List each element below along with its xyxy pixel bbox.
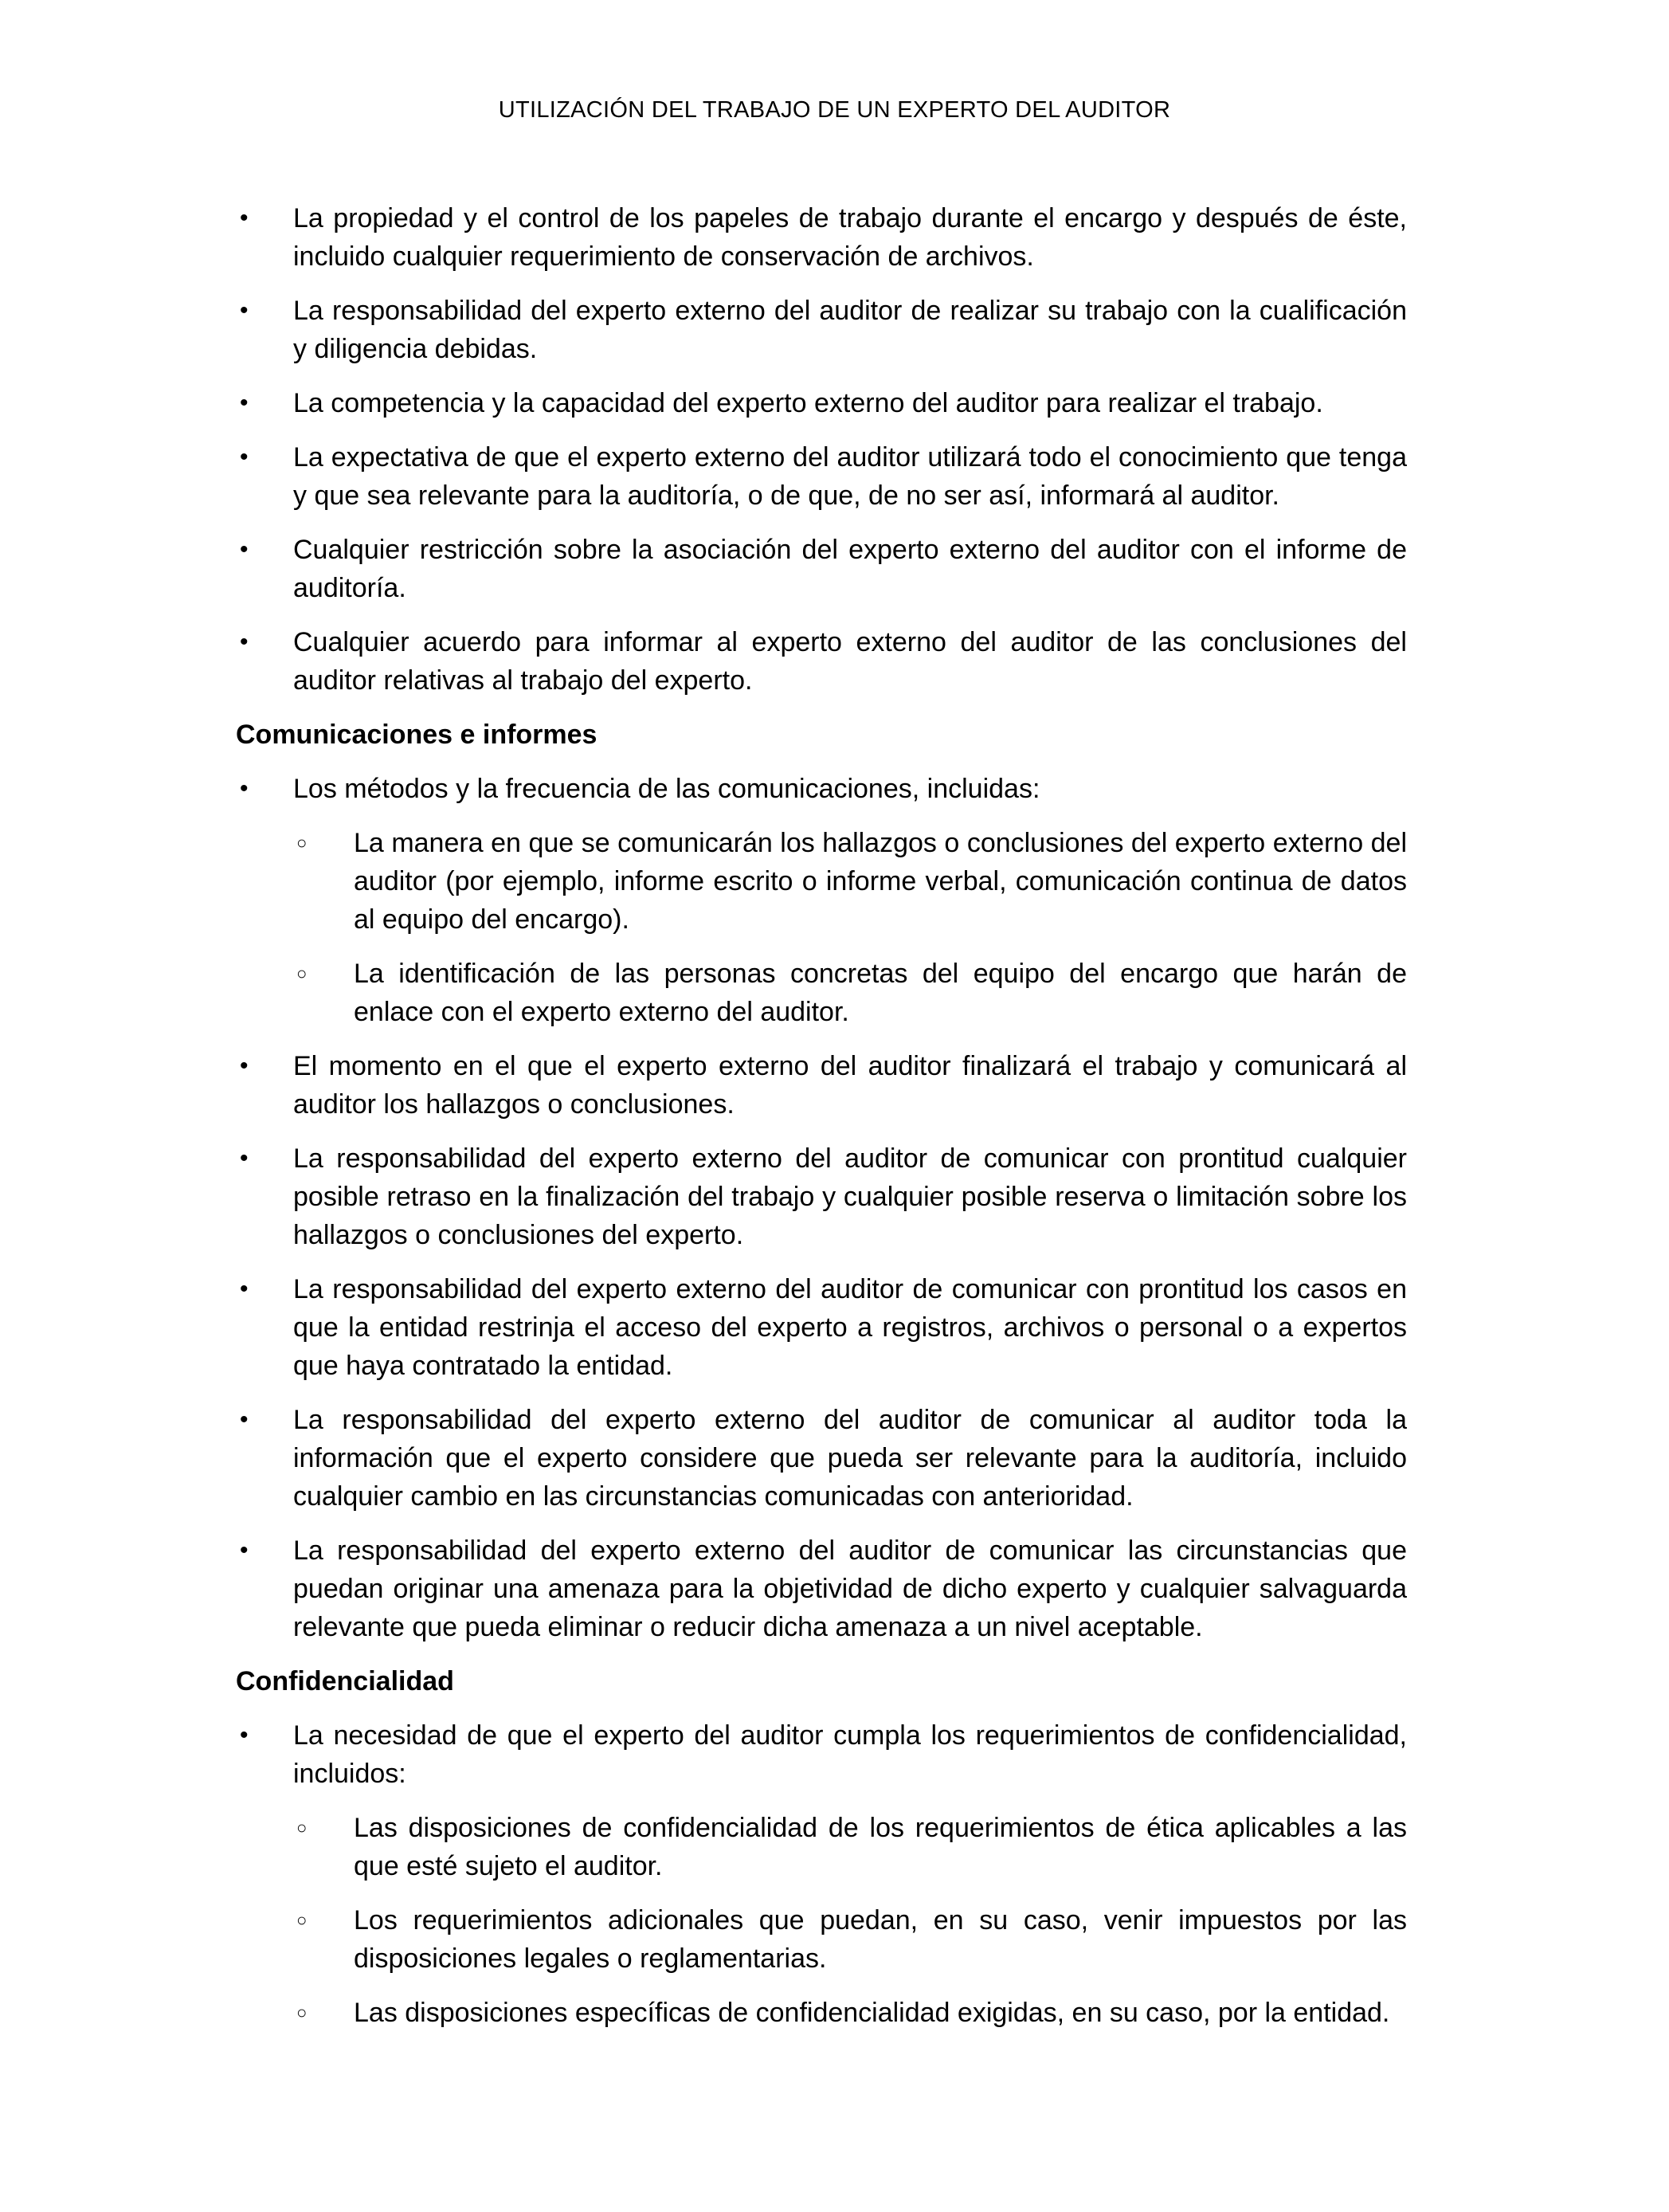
list-item-text: La responsabilidad del experto externo del auditor de comunicar con prontitud cualquier posible retraso en la finalización del trabajo y cualquier posible reserva o limitación sobre los hallazgos o conclusiones del experto.	[293, 1143, 1407, 1250]
list-item-text: El momento en el que el experto externo del auditor finalizará el trabajo y comunicará al auditor los hallazgos o conclusiones.	[293, 1051, 1407, 1120]
list-item	[236, 384, 1407, 422]
document-body	[236, 199, 1407, 2048]
circle-bullet-icon: ○	[296, 1818, 308, 1837]
sub-list-item-text: Las disposiciones de confidencialidad de los requerimientos de ética aplicables a las que esté sujeto el auditor.	[354, 1813, 1407, 1881]
list-item-text: Cualquier restricción sobre la asociación del experto externo del auditor con el informe de auditoría.	[293, 535, 1407, 603]
list-item	[236, 623, 1407, 700]
sub-list-item-text: La manera en que se comunicarán los hallazgos o conclusiones del experto externo del auditor (por ejemplo, informe escrito o informe verbal, comunicación continua de datos al equipo del encargo).	[354, 828, 1407, 935]
list-item-text: La competencia y la capacidad del experto externo del auditor para realizar el trabajo.	[293, 388, 1323, 418]
page-header: UTILIZACIÓN DEL TRABAJO DE UN EXPERTO DEL AUDITOR	[498, 97, 1171, 123]
circle-bullet-icon: ○	[296, 963, 308, 983]
list-item-text: Cualquier acuerdo para informar al experto externo del auditor de las conclusiones del auditor relativas al trabajo del experto.	[293, 627, 1407, 696]
sub-list-item	[236, 955, 1407, 1031]
list-item-text: La responsabilidad del experto externo del auditor de comunicar al auditor toda la información que el experto considere que pueda ser relevante para la auditoría, incluido cualquier cambio en las circunstancias comunicadas con anterioridad.	[293, 1405, 1407, 1512]
list-item	[236, 1401, 1407, 1516]
bullet-icon: •	[240, 775, 249, 802]
bullet-icon: •	[240, 1053, 249, 1079]
bullet-icon: •	[240, 297, 249, 324]
list-item	[236, 531, 1407, 607]
list-item-text: La necesidad de que el experto del auditor cumpla los requerimientos de confidencialidad, incluidos:	[293, 1720, 1407, 1789]
list-item-text: La responsabilidad del experto externo del auditor de comunicar con prontitud los casos en que la entidad restrinja el acceso del experto a registros, archivos o personal o a expertos que haya contratado la entidad.	[293, 1274, 1407, 1381]
list-item	[236, 1716, 1407, 1793]
bullet-icon: •	[240, 1276, 249, 1302]
circle-bullet-icon: ○	[296, 1910, 308, 1930]
list-item-text: Los métodos y la frecuencia de las comunicaciones, incluidas:	[293, 774, 1040, 804]
sub-list-item	[236, 824, 1407, 939]
circle-bullet-icon: ○	[296, 2002, 308, 2022]
list-item-text: La responsabilidad del experto externo del auditor de realizar su trabajo con la cualificación y diligencia debidas.	[293, 296, 1407, 364]
sub-list-item	[236, 1901, 1407, 1978]
list-item	[236, 438, 1407, 515]
sub-list-item	[236, 1994, 1407, 2032]
list-item	[236, 1139, 1407, 1254]
section-heading-comunicaciones: Comunicaciones e informes	[236, 720, 597, 750]
list-item	[236, 1532, 1407, 1646]
section-heading-confidencialidad: Confidencialidad	[236, 1666, 454, 1696]
list-item-text: La propiedad y el control de los papeles de trabajo durante el encargo y después de éste, incluido cualquier requerimiento de conservación de archivos.	[293, 203, 1407, 272]
list-item	[236, 1270, 1407, 1385]
bullet-icon: •	[240, 1722, 249, 1748]
bullet-icon: •	[240, 205, 249, 231]
bullet-icon: •	[240, 629, 249, 655]
bullet-icon: •	[240, 1406, 249, 1433]
list-item-text: La responsabilidad del experto externo del auditor de comunicar las circunstancias que puedan originar una amenaza para la objetividad de dicho experto y cualquier salvaguarda relevante que pueda eliminar o reducir dicha amenaza a un nivel aceptable.	[293, 1535, 1407, 1642]
list-item-text: La expectativa de que el experto externo del auditor utilizará todo el conocimiento que tenga y que sea relevante para la auditoría, o de que, de no ser así, informará al auditor.	[293, 442, 1407, 511]
list-item	[236, 292, 1407, 368]
bullet-icon: •	[240, 444, 249, 470]
bullet-icon: •	[240, 1145, 249, 1171]
circle-bullet-icon: ○	[296, 833, 308, 853]
bullet-icon: •	[240, 1537, 249, 1563]
bullet-icon: •	[240, 390, 249, 416]
sub-list-item-text: La identificación de las personas concretas del equipo del encargo que harán de enlace con el experto externo del auditor.	[354, 959, 1407, 1027]
list-item	[236, 199, 1407, 276]
sub-list-item	[236, 1809, 1407, 1885]
sub-list-item-text: Los requerimientos adicionales que puedan, en su caso, venir impuestos por las disposiciones legales o reglamentarias.	[354, 1905, 1407, 1974]
list-item	[236, 770, 1407, 808]
list-item	[236, 1047, 1407, 1124]
bullet-icon: •	[240, 536, 249, 563]
sub-list-item-text: Las disposiciones específicas de confidencialidad exigidas, en su caso, por la entidad.	[354, 1998, 1390, 2028]
